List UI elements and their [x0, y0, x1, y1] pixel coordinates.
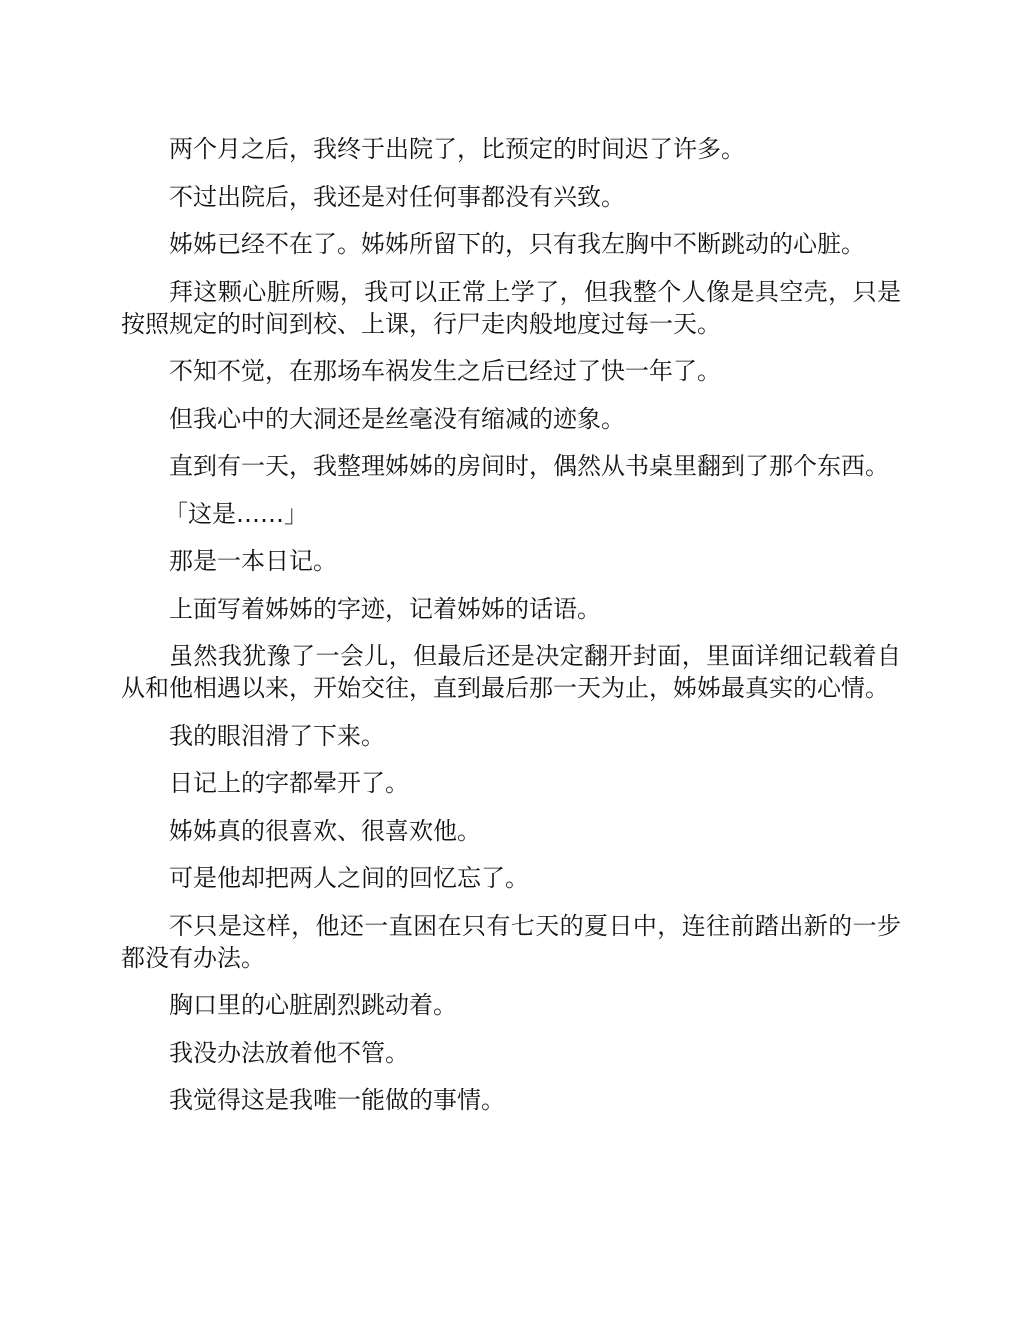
paragraph: 但我心中的大洞还是丝毫没有缩减的迹象。 — [169, 404, 625, 433]
paragraph: 姊姊真的很喜欢、很喜欢他。 — [169, 816, 481, 845]
paragraph: 直到有一天，我整理姊姊的房间时，偶然从书桌里翻到了那个东西。 — [169, 452, 889, 480]
paragraph: 胸口里的心脏剧烈跳动着。 — [169, 991, 457, 1019]
paragraph: 上面写着姊姊的字迹，记着姊姊的话语。 — [169, 594, 601, 623]
paragraph: 姊姊已经不在了。姊姊所留下的，只有我左胸中不断跳动的心脏。 — [169, 230, 865, 258]
paragraph: 我的眼泪滑了下来。 — [169, 721, 385, 750]
paragraph: 不知不觉，在那场车祸发生之后已经过了快一年了。 — [169, 357, 721, 385]
paragraph: 我觉得这是我唯一能做的事情。 — [169, 1086, 505, 1114]
paragraph: 两个月之后，我终于出院了，比预定的时间迟了许多。 — [169, 135, 745, 163]
paragraph: 那是一本日记。 — [169, 547, 337, 575]
paragraph: 不过出院后，我还是对任何事都没有兴致。 — [169, 182, 625, 211]
paragraph: 虽然我犹豫了一会儿，但最后还是决定翻开封面，里面详细记载着自从和他相遇以来，开始交往，直到最后那一天为止，姊姊最真实的心情。 — [121, 642, 901, 702]
paragraph: 不只是这样，他还一直困在只有七天的夏日中，连往前踏出新的一步都没有办法。 — [121, 911, 901, 972]
paragraph: 拜这颗心脏所赐，我可以正常上学了，但我整个人像是具空壳，只是按照规定的时间到校、上课，行尸走肉般地度过每一天。 — [121, 277, 901, 338]
paragraph: 可是他却把两人之间的回忆忘了。 — [169, 864, 529, 892]
paragraph: 日记上的字都晕开了。 — [169, 769, 409, 797]
body-text — [121, 133, 901, 1132]
paragraph: 我没办法放着他不管。 — [169, 1038, 409, 1067]
dialogue-line: 「这是……」 — [164, 499, 308, 528]
